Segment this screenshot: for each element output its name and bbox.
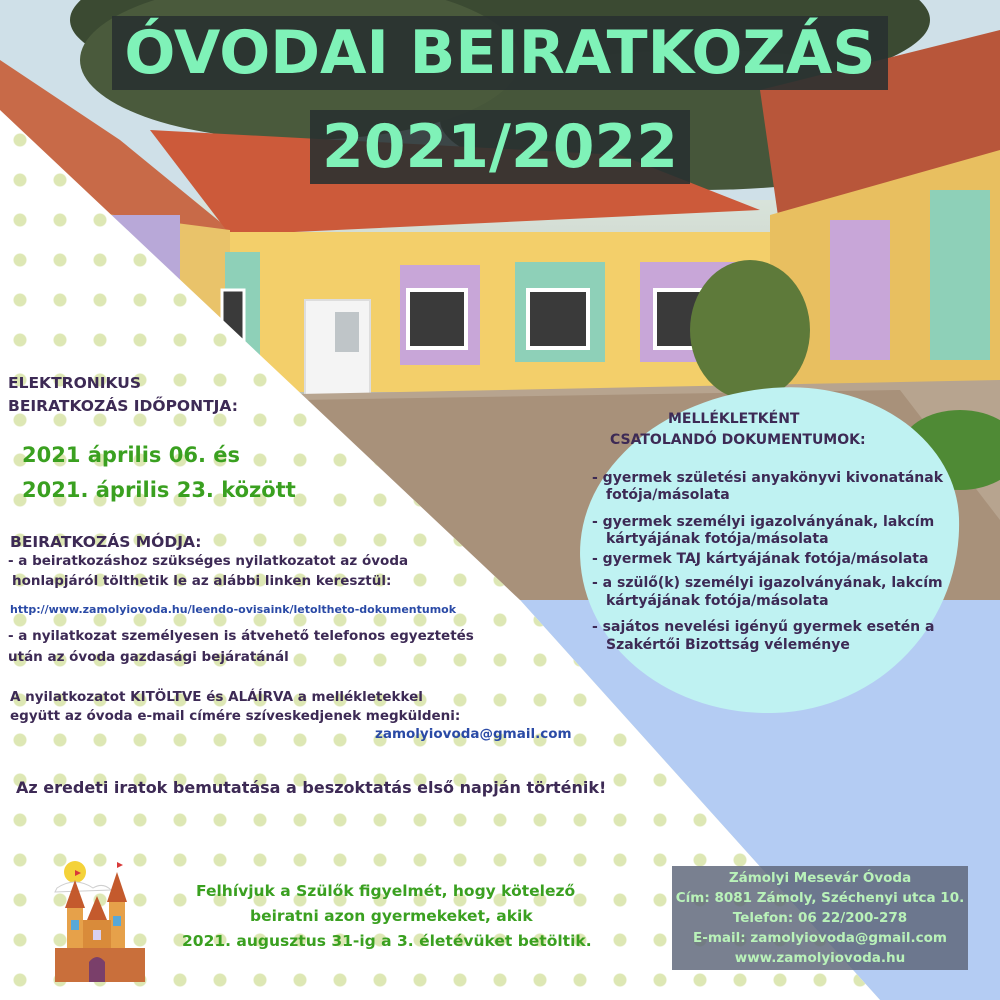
method-heading: BEIRATKOZÁS MÓDJA: <box>10 533 202 551</box>
notice-line-3: 2021. augusztus 31-ig a 3. életévüket betöltik. <box>182 932 592 950</box>
attachment-item-2: fotója/másolata <box>606 487 730 503</box>
attachment-item-7: kártyájának fotója/másolata <box>606 593 829 609</box>
attachment-item-1: - gyermek születési anyakönyvi kivonatának <box>592 470 943 486</box>
contact-box <box>672 866 968 970</box>
method-line-3: - a nyilatkozat személyesen is átvehető telefonos egyeztetés <box>8 628 474 644</box>
attachments-heading-1: MELLÉKLETKÉNT <box>668 411 800 427</box>
contact-address: Cím: 8081 Zámoly, Széchenyi utca 10. <box>675 890 965 906</box>
attachment-item-3: - gyermek személyi igazolványának, lakcím <box>592 514 935 530</box>
attachment-item-9: Szakértői Bizottság véleménye <box>606 637 850 653</box>
method-line-1: - a beiratkozáshoz szükséges nyilatkozatot az óvoda <box>8 553 409 569</box>
method-line-6: együtt az óvoda e-mail címére szíveskedjenek megküldeni: <box>10 708 461 724</box>
download-link[interactable]: http://www.zamolyiovoda.hu/leendo-ovisaink/letoltheto-dokumentumok <box>10 603 457 616</box>
method-line-2: honlapjáról tölthetik le az alábbi linken keresztül: <box>12 573 392 589</box>
attachment-item-8: - sajátos nevelési igényű gyermek esetén a <box>592 619 935 635</box>
notice-line-2: beiratni azon gyermekeket, akik <box>250 907 533 925</box>
originals-note: Az eredeti iratok bemutatása a beszoktatás első napján történik! <box>16 778 607 797</box>
attachment-item-5: - gyermek TAJ kártyájának fotója/másolata <box>592 551 929 567</box>
main-title: ÓVODAI BEIRATKOZÁS <box>0 18 1000 88</box>
contact-email[interactable]: E-mail: zamolyiovoda@gmail.com <box>693 930 947 946</box>
email-link[interactable]: zamolyiovoda@gmail.com <box>375 726 572 742</box>
attachments-heading-2: CSATOLANDÓ DOKUMENTUMOK: <box>610 432 866 448</box>
attachment-item-4: kártyájának fotója/másolata <box>606 531 829 547</box>
contact-website[interactable]: www.zamolyiovoda.hu <box>734 950 906 966</box>
date-line-1: 2021 április 06. és <box>22 443 240 467</box>
attachment-item-6: - a szülő(k) személyi igazolványának, lakcím <box>592 575 943 591</box>
castle-illustration <box>45 858 155 990</box>
method-line-4: után az óvoda gazdasági bejáratánál <box>8 649 289 665</box>
contact-phone: Telefon: 06 22/200-278 <box>732 910 908 926</box>
contact-name: Zámolyi Mesevár Óvoda <box>728 870 912 886</box>
year-title: 2021/2022 <box>0 112 1000 182</box>
date-line-2: 2021. április 23. között <box>22 478 296 502</box>
electronic-heading-2: BEIRATKOZÁS IDŐPONTJA: <box>8 397 238 415</box>
method-line-5: A nyilatkozatot KITÖLTVE és ALÁÍRVA a mellékletekkel <box>10 689 423 705</box>
notice-line-1: Felhívjuk a Szülők figyelmét, hogy kötelező <box>196 882 576 900</box>
electronic-heading-1: ELEKTRONIKUS <box>8 374 141 392</box>
